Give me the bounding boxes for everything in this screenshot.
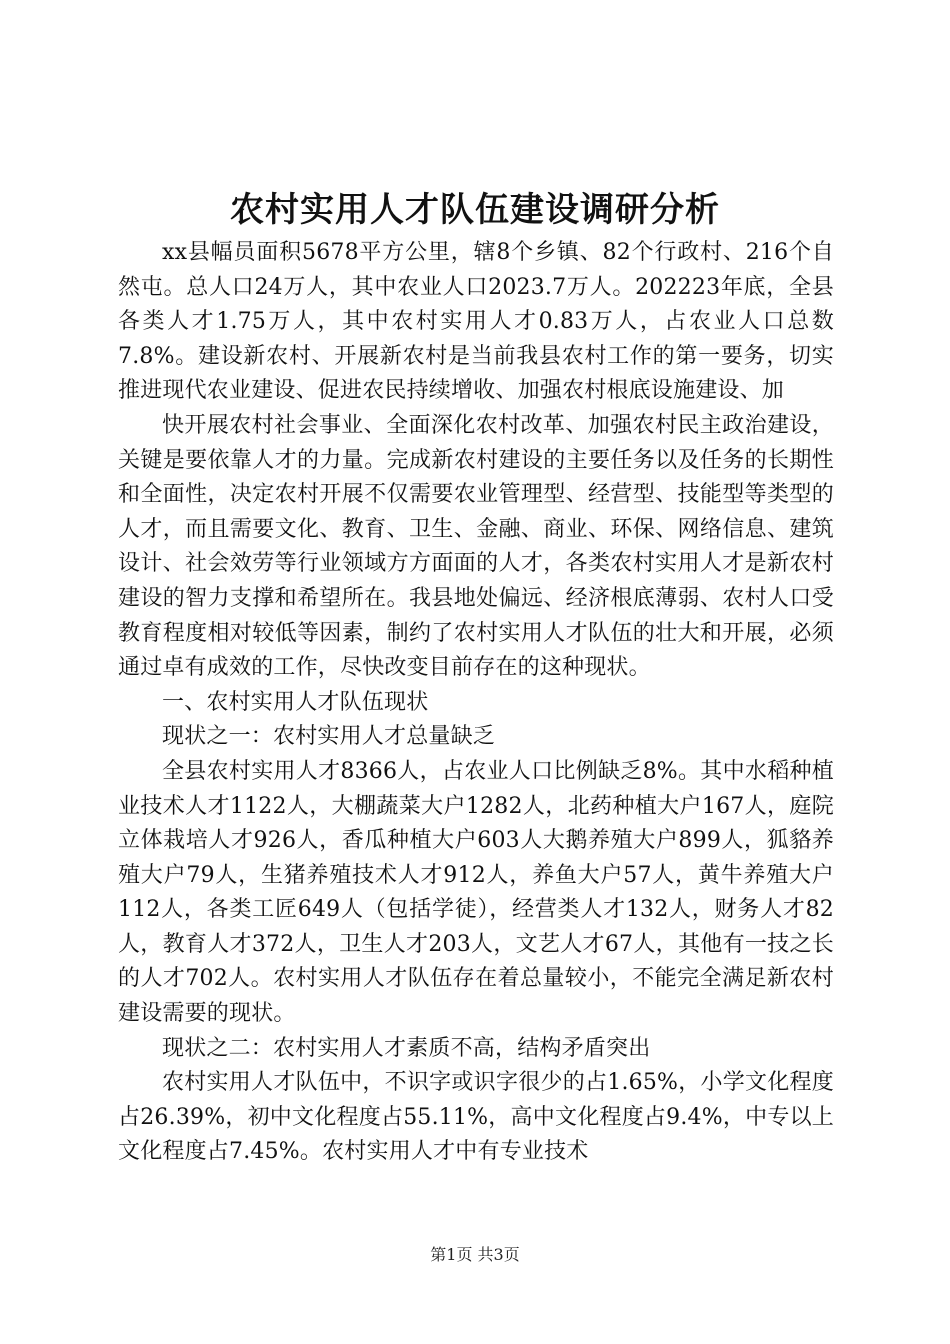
paragraph-intro: xx县幅员面积5678平方公里，辖8个乡镇、82个行政村、216个自然屯。总人口24万人，其中农业人口2023.7万人。202223年底，全县各类人才1.75万人，其中农村实用人才0.83万人，占农业人口总数7.8%。建设新农村、开展新农村是当前我县农村工作的第一要务，切实推进现代农业建设、促进农民持续增收、加强农村根底设施建设、加	[118, 240, 834, 404]
subsection-heading-2: 现状之二：农村实用人才素质不高，结构矛盾突出	[162, 1035, 651, 1061]
paragraph-development: 快开展农村社会事业、全面深化农村改革、加强农村民主政治建设，关键是要依靠人才的力量。完成新农村建设的主要任务以及任务的长期性和全面性，决定农村开展不仅需要农业管理型、经营型、技能型等类型的人才，而且需要文化、教育、卫生、金融、商业、环保、网络信息、建筑设计、社会效劳等行业领域方方面面的人才，各类农村实用人才是新农村建设的智力支撑和希望所在。我县地处偏远、经济根底薄弱、农村人口受教育程度相对较低等因素，制约了农村实用人才队伍的壮大和开展，必须通过卓有成效的工作，尽快改变目前存在的这种现状。	[118, 412, 834, 681]
paragraph-talent-count: 全县农村实用人才8366人，占农业人口比例缺乏8%。其中水稻种植业技术人才1122人，大棚蔬菜大户1282人，北药种植大户167人，庭院立体栽培人才926人，香瓜种植大户603人大鹅养殖大户899人，狐貉养殖大户79人，生猪养殖技术人才912人，养鱼大户57人，黄牛养殖大户112人，各类工匠649人（包括学徒），经营类人才132人，财务人才82人，教育人才372人，卫生人才203人，文艺人才67人，其他有一技之长的人才702人。农村实用人才队伍存在着总量较小，不能完全满足新农村建设需要的现状。	[118, 758, 834, 1027]
paragraph-education-level: 农村实用人才队伍中，不识字或识字很少的占1.65%，小学文化程度占26.39%，初中文化程度占55.11%，高中文化程度占9.4%，中专以上文化程度占7.45%。农村实用人才中有专业技术	[118, 1070, 834, 1165]
section-heading: 一、农村实用人才队伍现状	[162, 689, 429, 715]
page-footer: 第1页 共3页	[430, 1245, 520, 1264]
document-body	[118, 236, 834, 1170]
subsection-heading-1: 现状之一：农村实用人才总量缺乏	[162, 724, 496, 750]
document-title: 农村实用人才队伍建设调研分析	[230, 190, 720, 230]
